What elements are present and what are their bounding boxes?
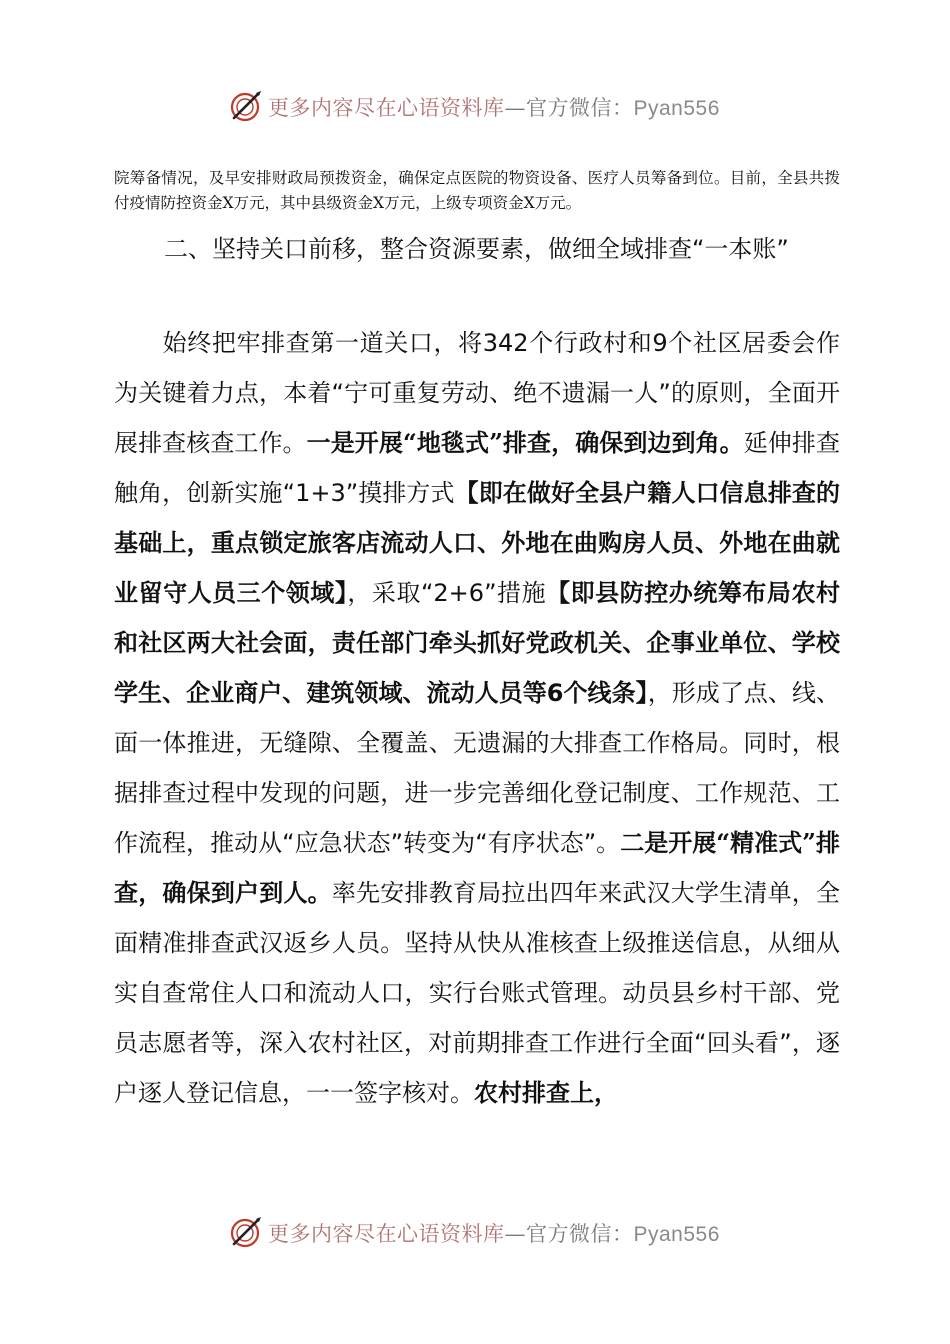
pen-logo-icon [228, 1214, 264, 1250]
continued-paragraph: 院筹备情况，及早安排财政局预拨资金，确保定点医院的物资设备、医疗人员筹备到位。目前，全县共拨付疫情防控资金X万元，其中县级资金X万元，上级专项资金X万元。 [114, 169, 840, 212]
point-two-heading: 二是开展“精准式”排查，确保到户到人。 [114, 828, 841, 907]
body-paragraph [114, 318, 840, 1118]
point-one-heading: 一是开展“地毯式”排查，确保到边到角。 [306, 428, 744, 457]
footer-watermark-banner [0, 1212, 950, 1252]
bracket-note-1: 【即在做好全县户籍人口信息排查的基础上，重点锁定旅客店流动人口、外地在曲购房人员、外地在曲就业留守人员三个领域】 [114, 479, 841, 607]
header-watermark-text: 更多内容尽在心语资料库—官方微信：Pyan556 [268, 96, 720, 120]
body-sentence-1: 始终把牢排查第一道关口，将342个行政村和9个社区居委会作为关键着力点，本着“宁可重复劳动、绝不遗漏一人”的原则，全面开展排查核查工作。 [114, 329, 840, 457]
body-sentence-7: ，形成了点、线、面一体推进，无缝隙、全覆盖、无遗漏的大排查工作格局。同时，根据排查过程中发现的问题，进一步完善细化登记制度、工作规范、工作流程，推动从“应急状态”转变为“有序状态”。 [114, 679, 841, 857]
body-sentence-5: ，采取“2+6”措施 [347, 579, 547, 607]
section-heading: 二、坚持关口前移，整合资源要素，做细全域排查“一本账” [164, 235, 789, 263]
body-sentence-3: 延伸排查触角，创新实施“1+3”摸排方式 [114, 429, 841, 507]
pen-logo-icon [228, 88, 264, 124]
bracket-note-2: 【即县防控办统筹布局农村和社区两大社会面，责任部门牵头抓好党政机关、企事业单位、学校学生、企业商户、建筑领域、流动人员等6个线条】 [114, 579, 841, 707]
body-sentence-9: 率先安排教育局拉出四年来武汉大学生清单，全面精准排查武汉返乡人员。坚持从快从准核查上级推送信息，从细从实自查常住人口和流动人口，实行台账式管理。动员县乡村干部、党员志愿者等，深入农村社区，对前期排查工作进行全面“回头看”，逐户逐人登记信息，一一签字核对。 [114, 879, 841, 1107]
header-watermark-banner [0, 86, 950, 126]
rural-check-lead: 农村排查上， [474, 1079, 618, 1107]
footer-watermark-text: 更多内容尽在心语资料库—官方微信：Pyan556 [268, 1222, 720, 1246]
